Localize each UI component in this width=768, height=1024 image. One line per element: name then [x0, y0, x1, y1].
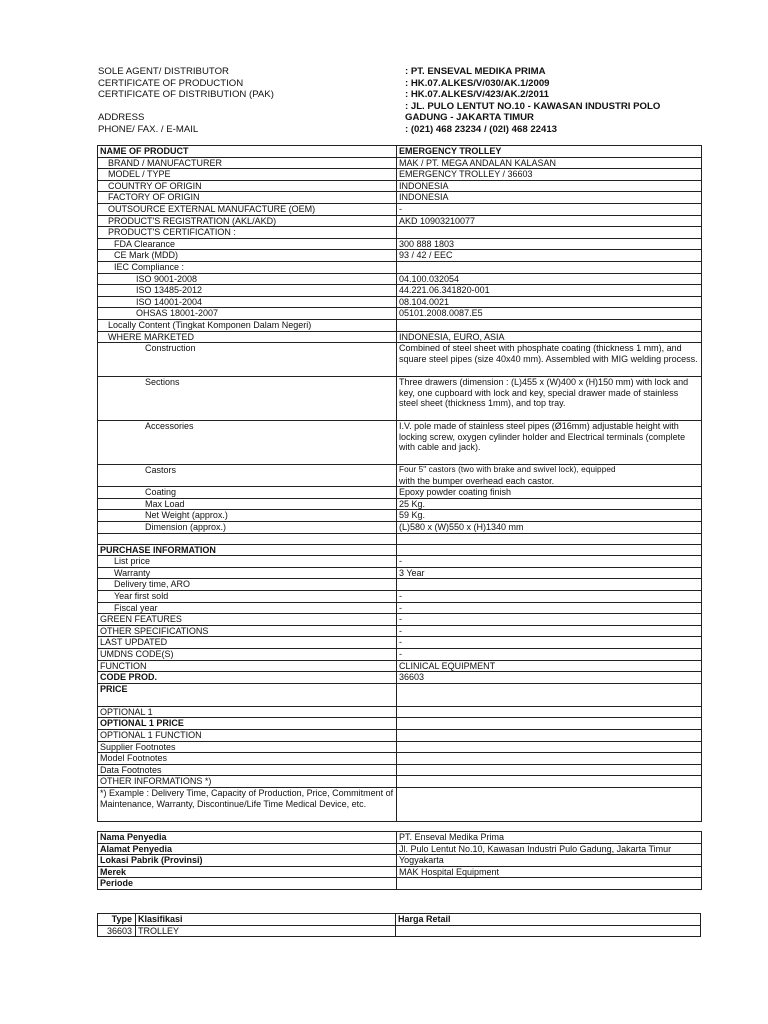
- klasifikasi-header: Klasifikasi: [136, 914, 396, 926]
- table-row: [98, 533, 702, 544]
- table-row: [98, 169, 702, 181]
- iso14001-value: 08.104.0021: [397, 296, 702, 308]
- periode-label: Periode: [98, 878, 397, 890]
- header-row: [98, 89, 718, 101]
- header-row: [98, 124, 718, 136]
- optional1-price-label: OPTIONAL 1 PRICE: [98, 718, 397, 730]
- address-label: ADDRESS: [98, 112, 145, 124]
- harga-retail-header: Harga Retail: [396, 914, 701, 926]
- table-row: [98, 319, 702, 331]
- list-price-value: -: [397, 556, 702, 568]
- nama-penyedia-label: Nama Penyedia: [98, 832, 397, 844]
- table-row: [98, 296, 702, 308]
- max-load-value: 25 Kg.: [397, 498, 702, 510]
- lokasi-pabrik-value: Yogyakarta: [397, 855, 702, 867]
- iso9001-value: 04.100.032054: [397, 273, 702, 285]
- table-row: [98, 591, 702, 603]
- ohsas-value: 05101.2008.0087.E5: [397, 308, 702, 320]
- net-weight-value: 59 Kg.: [397, 510, 702, 522]
- price-label: PRICE: [98, 683, 397, 706]
- local-content-label: Locally Content (Tingkat Komponen Dalam Negeri): [98, 319, 397, 331]
- table-row: [98, 660, 702, 672]
- header-row: [98, 78, 718, 90]
- other-spec-label: OTHER SPECIFICATIONS: [98, 625, 397, 637]
- data-footnotes-label: Data Footnotes: [98, 764, 397, 776]
- table-row: [98, 614, 702, 626]
- iso13485-value: 44.221.06.341820-001: [397, 285, 702, 297]
- coating-label: Coating: [98, 487, 397, 499]
- country-value: INDONESIA: [397, 180, 702, 192]
- year-first-sold-label: Year first sold: [98, 591, 397, 603]
- castors-value-line1: Four 5" castors (two with brake and swivel lock), equipped: [399, 465, 616, 475]
- list-price-label: List price: [98, 556, 397, 568]
- function-value: CLINICAL EQUIPMENT: [397, 660, 702, 672]
- table-row: [98, 683, 702, 706]
- alamat-penyedia-label: Alamat Penyedia: [98, 843, 397, 855]
- table-row: [98, 285, 702, 297]
- header-value: : HK.07.ALKES/V/030/AK.1/2009: [405, 77, 550, 89]
- dimension-label: Dimension (approx.): [98, 522, 397, 534]
- table-row: [98, 866, 702, 878]
- code-prod-label: CODE PROD.: [98, 672, 397, 684]
- table-row: [98, 567, 702, 579]
- name-label: NAME OF PRODUCT: [98, 146, 397, 158]
- table-row: [98, 157, 702, 169]
- table-row: [98, 180, 702, 192]
- country-label: COUNTRY OF ORIGIN: [98, 180, 397, 192]
- umdns-label: UMDNS CODE(S): [98, 649, 397, 661]
- phone-label: PHONE/ FAX. / E-MAIL: [98, 123, 199, 135]
- net-weight-label: Net Weight (approx.): [98, 510, 397, 522]
- merek-label: Merek: [98, 866, 397, 878]
- table-row: [98, 787, 702, 821]
- lokasi-pabrik-label: Lokasi Pabrik (Provinsi): [98, 855, 397, 867]
- nama-penyedia-value: PT. Enseval Medika Prima: [397, 832, 702, 844]
- last-updated-value: -: [397, 637, 702, 649]
- brand-value: MAK / PT. MEGA ANDALAN KALASAN: [397, 157, 702, 169]
- header-label: SOLE AGENT/ DISTRIBUTOR: [98, 66, 229, 77]
- table-row: [98, 729, 702, 741]
- iec-label: IEC Compliance :: [98, 261, 397, 273]
- header-block: [98, 66, 718, 136]
- table-row: [98, 741, 702, 753]
- where-marketed-value: INDONESIA, EURO, ASIA: [397, 331, 702, 343]
- brand-label: BRAND / MANUFACTURER: [98, 157, 397, 169]
- model-footnotes-label: Model Footnotes: [98, 753, 397, 765]
- type-value: 36603: [98, 925, 136, 937]
- table-row: [98, 556, 702, 568]
- table-row: [98, 776, 702, 788]
- ce-label: CE Mark (MDD): [98, 250, 397, 262]
- max-load-label: Max Load: [98, 498, 397, 510]
- merek-value: MAK Hospital Equipment: [397, 866, 702, 878]
- oem-value: -: [397, 203, 702, 215]
- header-value: : PT. ENSEVAL MEDIKA PRIMA: [405, 66, 546, 77]
- fda-label: FDA Clearance: [98, 238, 397, 250]
- warranty-value: 3 Year: [397, 567, 702, 579]
- name-value: EMERGENCY TROLLEY: [397, 146, 702, 158]
- table-row: [98, 343, 702, 377]
- table-row: [98, 544, 702, 556]
- table-row: [98, 250, 702, 262]
- umdns-value: -: [397, 649, 702, 661]
- table-row: [98, 331, 702, 343]
- dimension-value: (L)580 x (W)550 x (H)1340 mm: [397, 522, 702, 534]
- fiscal-year-label: Fiscal year: [98, 602, 397, 614]
- construction-label: Construction: [98, 343, 397, 377]
- ce-value: 93 / 42 / EEC: [397, 250, 702, 262]
- table-row: [98, 878, 702, 890]
- table-row: [98, 465, 702, 487]
- supplier-footnotes-label: Supplier Footnotes: [98, 741, 397, 753]
- table-row: [98, 718, 702, 730]
- green-features-value: -: [397, 614, 702, 626]
- table-row: [98, 637, 702, 649]
- retail-table: [97, 913, 701, 937]
- factory-value: INDONESIA: [397, 192, 702, 204]
- delivery-label: Delivery time, ARO: [98, 579, 397, 591]
- function-label: FUNCTION: [98, 660, 397, 672]
- header-label: CERTIFICATE OF PRODUCTION: [98, 77, 244, 89]
- accessories-value: I.V. pole made of stainless steel pipes (Ø16mm) adjustable height with locking screw, oxygen cylinder holder and Electrical terminals (complete with cable and jack).: [397, 421, 702, 465]
- table-row: [98, 706, 702, 718]
- table-row: [98, 203, 702, 215]
- table-row: [98, 215, 702, 227]
- table-row: [98, 914, 701, 926]
- iso9001-label: ISO 9001-2008: [98, 273, 397, 285]
- table-row: [98, 146, 702, 158]
- table-row: [98, 308, 702, 320]
- phone-value: : (021) 468 23234 / (02l) 468 22413: [405, 123, 558, 135]
- address-value-line2: GADUNG - JAKARTA TIMUR: [405, 112, 534, 124]
- table-row: [98, 522, 702, 534]
- last-updated-label: LAST UPDATED: [98, 637, 397, 649]
- table-row: [98, 925, 701, 937]
- table-row: [98, 510, 702, 522]
- table-row: [98, 832, 702, 844]
- table-row: [98, 421, 702, 465]
- optional1-function-label: OPTIONAL 1 FUNCTION: [98, 729, 397, 741]
- table-row: [98, 672, 702, 684]
- registration-value: AKD 10903210077: [397, 215, 702, 227]
- address-value-line1: : JL. PULO LENTUT NO.10 - KAWASAN INDUSTRI POLO: [405, 100, 661, 112]
- header-row: [98, 101, 718, 113]
- green-features-label: GREEN FEATURES: [98, 614, 397, 626]
- table-row: [98, 227, 702, 239]
- other-spec-value: -: [397, 625, 702, 637]
- table-row: [98, 625, 702, 637]
- product-table: [97, 145, 702, 822]
- optional1-label: OPTIONAL 1: [98, 706, 397, 718]
- other-informations-label: OTHER INFORMATIONS *): [98, 776, 397, 788]
- sections-label: Sections: [98, 377, 397, 421]
- model-label: MODEL / TYPE: [98, 169, 397, 181]
- code-prod-value: 36603: [397, 672, 702, 684]
- certification-label: PRODUCT'S CERTIFICATION :: [98, 227, 397, 239]
- example-note: *) Example : Delivery Time, Capacity of Production, Price, Commitment of Maintenance, Warranty, Discontinue/Life Time Medical Device, etc.: [98, 787, 397, 821]
- header-row: [98, 66, 718, 78]
- alamat-penyedia-value: Jl. Pulo Lentut No.10, Kawasan Industri Pulo Gadung, Jakarta Timur: [397, 843, 702, 855]
- table-row: [98, 764, 702, 776]
- factory-label: FACTORY OF ORIGIN: [98, 192, 397, 204]
- fda-value: 300 888 1803: [397, 238, 702, 250]
- table-row: [98, 377, 702, 421]
- purchase-info-title: PURCHASE INFORMATION: [98, 544, 397, 556]
- warranty-label: Warranty: [98, 567, 397, 579]
- table-row: [98, 579, 702, 591]
- table-row: [98, 843, 702, 855]
- table-row: [98, 192, 702, 204]
- type-header: Type: [98, 914, 136, 926]
- table-row: [98, 602, 702, 614]
- table-row: [98, 498, 702, 510]
- klasifikasi-value: TROLLEY: [136, 925, 396, 937]
- table-row: [98, 273, 702, 285]
- model-value: EMERGENCY TROLLEY / 36603: [397, 169, 702, 181]
- coating-value: Epoxy powder coating finish: [397, 487, 702, 499]
- header-row: [98, 112, 718, 124]
- registration-label: PRODUCT'S REGISTRATION (AKL/AKD): [98, 215, 397, 227]
- table-row: [98, 649, 702, 661]
- castors-label: Castors: [98, 465, 397, 487]
- iso14001-label: ISO 14001-2004: [98, 296, 397, 308]
- castors-value-line2: with the bumper overhead each castor.: [399, 475, 555, 486]
- oem-label: OUTSOURCE EXTERNAL MANUFACTURE (OEM): [98, 203, 397, 215]
- table-row: [98, 238, 702, 250]
- iso13485-label: ISO 13485-2012: [98, 285, 397, 297]
- year-first-sold-value: -: [397, 591, 702, 603]
- ohsas-label: OHSAS 18001-2007: [98, 308, 397, 320]
- table-row: [98, 855, 702, 867]
- table-row: [98, 487, 702, 499]
- sections-value: Three drawers (dimension : (L)455 x (W)400 x (H)150 mm) with lock and key, one cupboard with lock and key, special drawer made of stainless steel sheet (thickness 1mm), and top tray.: [397, 377, 702, 421]
- header-label: CERTIFICATE OF DISTRIBUTION (PAK): [98, 89, 274, 101]
- where-marketed-label: WHERE MARKETED: [98, 331, 397, 343]
- header-value: : HK.07.ALKES/V/423/AK.2/2011: [405, 89, 549, 101]
- table-row: [98, 753, 702, 765]
- supplier-table: [97, 831, 702, 890]
- accessories-label: Accessories: [98, 421, 397, 465]
- construction-value: Combined of steel sheet with phosphate coating (thickness 1 mm), and square steel pipes (size 40x40 mm). Assembled with MIG welding process.: [397, 343, 702, 377]
- fiscal-year-value: -: [397, 602, 702, 614]
- table-row: [98, 261, 702, 273]
